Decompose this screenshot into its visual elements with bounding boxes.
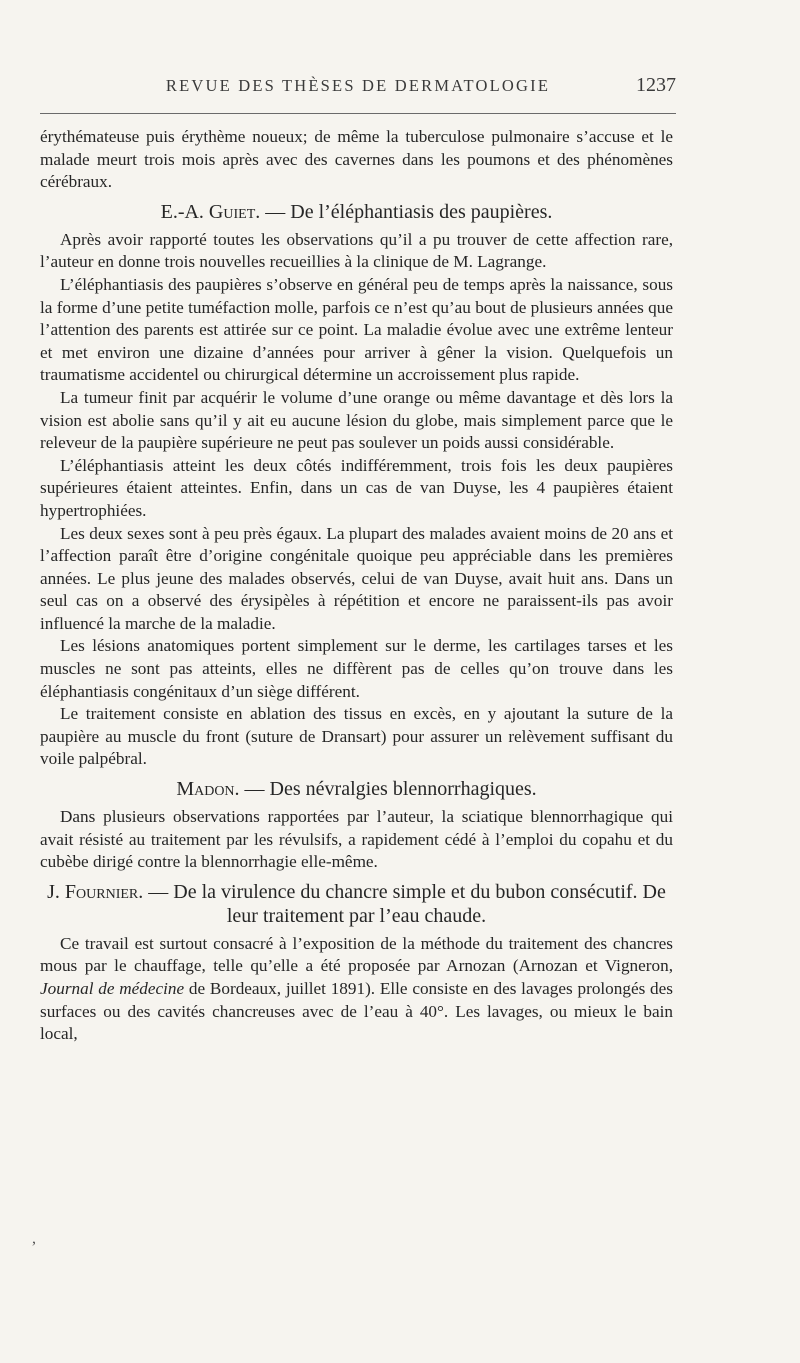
text-run: de Bordeaux, juillet 1891). Elle consiste en des lavages prolongés des surfaces ou des cavités chancreuses avec de l’eau à 40°. Les lavages, ou mieux le bain local, (40, 979, 673, 1044)
section-heading-fournier (40, 880, 673, 928)
paragraph: Dans plusieurs observations rapportées par l’auteur, la sciatique blennorrhagique qui avait résisté au traitement par les révulsifs, a rapidement cédé à l’emploi du copahu et du cubèbe dirigé contre la blennorrhagie elle-même. (40, 807, 673, 872)
paragraph: Les lésions anatomiques portent simplement sur le derme, les cartilages tarses et les muscles ne sont pas atteints, elles ne diffèrent pas de celles qu’on trouve dans les éléphantiasis congénitaux d’un siège différent. (40, 636, 673, 701)
paragraph (40, 933, 673, 1046)
paragraph: La tumeur finit par acquérir le volume d’une orange ou même davantage et dès lors la vision est abolie sans qu’il y ait eu aucune lésion du globe, mais simplement parce que le releveur de la paupière supérieure ne peut pas soulever un poids aussi considérable. (40, 387, 673, 453)
article-body (40, 126, 673, 1046)
paragraph: érythémateuse puis érythème noueux; de même la tuberculose pulmonaire s’accuse et le malade meurt trois mois après avec des cavernes dans les poumons et des phénomènes cérébraux. (40, 127, 673, 192)
heading-title: — De la virulence du chancre simple et du bubon consécutif. De leur traitement par l’eau chaude. (143, 880, 666, 927)
heading-author: E.-A. Guiet. (160, 200, 261, 223)
heading-author: Madon. (176, 778, 240, 801)
page-number: 1237 (636, 74, 676, 96)
paragraph: Les deux sexes sont à peu près égaux. La plupart des malades avaient moins de 20 ans et l’affection paraît être d’origine congénitale quoique peu appréciable dans les premières années. Le plus jeune des malades observés, celui de van Duyse, avait huit ans. Dans un seul cas on a observé des érysipèles à répétition et encore ne paraissent-ils pas avoir influencé la marche de la maladie. (40, 523, 673, 633)
margin-mark: , (32, 1230, 36, 1247)
section-heading-guiet (40, 200, 673, 224)
paragraph: Après avoir rapporté toutes les observations qu’il a pu trouver de cette affection rare, l’auteur en donne trois nouvelles recueillies à la clinique de M. Lagrange. (40, 229, 673, 272)
header-rule (40, 113, 676, 114)
text-run: Ce travail est surtout consacré à l’exposition de la méthode du traitement des chancres mous par le chauffage, telle qu’elle a été proposée par Arnozan (Arnozan et Vigneron, (40, 933, 673, 976)
heading-author: J. Fournier. (47, 880, 144, 903)
heading-title: — Des névralgies blennorrhagiques. (239, 778, 537, 801)
journal-title: Journal de médecine (40, 979, 185, 998)
paragraph: Le traitement consiste en ablation des tissus en excès, en y ajoutant la suture de la paupière au muscle du front (suture de Dransart) pour assurer un relèvement suffisant du voile palpébral. (40, 704, 673, 769)
page-header (40, 74, 676, 102)
running-head: REVUE DES THÈSES DE DERMATOLOGIE (165, 76, 551, 95)
paragraph: L’éléphantiasis des paupières s’observe en général peu de temps après la naissance, sous la forme d’une petite tuméfaction molle, parfois ce n’est qu’au bout de plusieurs années que l’attention des parents est attirée sur ce point. La maladie évolue avec une extrême lenteur et met environ une dizaine d’années pour arriver à gêner la vision. Quelquefois un traumatisme accidentel ou chirurgical détermine un accroissement plus rapide. (40, 274, 673, 385)
section-heading-madon (40, 777, 673, 801)
paragraph: L’éléphantiasis atteint les deux côtés indifféremment, trois fois les deux paupières supérieures étaient atteintes. Enfin, dans un cas de van Duyse, les 4 paupières étaient hypertrophiées. (40, 455, 673, 520)
heading-title: — De l’éléphantiasis des paupières. (260, 200, 553, 223)
